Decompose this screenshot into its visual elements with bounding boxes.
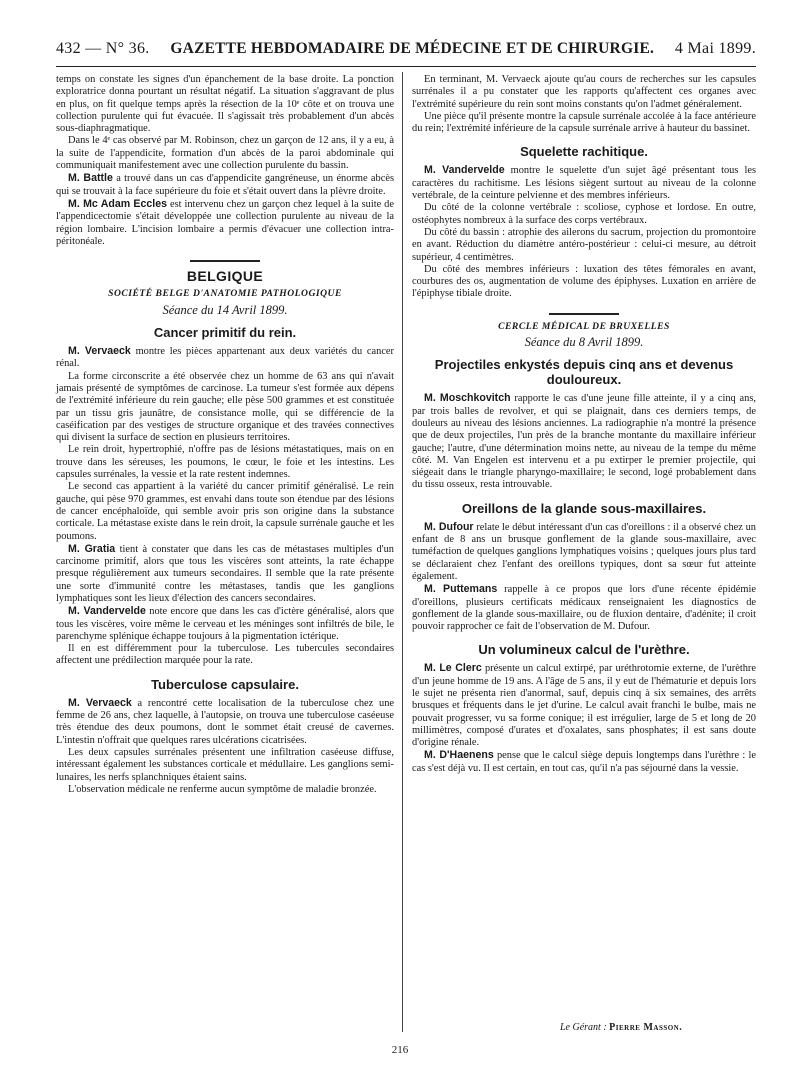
paragraph-text: montre le squelette d'un sujet âgé présentant tous les caractères du rachitisme. Les lésions siègent surtout au niveau de la colonne vertébrale, de la ceinture pelvienne et des membres inférieurs.	[412, 165, 756, 202]
session-date: Séance du 14 Avril 1899.	[162, 302, 288, 317]
paragraph: Le second cas appartient à la variété du cancer primitif généralisé. Le rein gauche, qui pèse 970 grammes, est envahi dans toute son étendue par des lésions de cancer encéphaloïde, qui semble avoir pris son origine dans la substance corticale. La métastase existe dans le rein droit, la capsule surrénale gauche et les poumons.	[56, 481, 394, 542]
session-date: Séance du 8 Avril 1899.	[524, 335, 644, 350]
speaker-name: M. Puttemans	[424, 583, 498, 596]
speaker-name: M. Battle	[68, 172, 113, 185]
paragraph: Une pièce qu'il présente montre la capsule surrénale accolée à la face antérieure du rein; l'extrémité inférieure de la capsule surrénale arrive à hauteur du bassinet.	[412, 110, 756, 135]
section-title: BELGIQUE	[186, 268, 264, 285]
speaker-name: M. Le Clerc	[424, 662, 482, 675]
paragraph-text: pense que le calcul siège depuis longtemps dans l'urèthre : le cas s'est déjà vu. Il est certain, en tout cas, qu'il n'a pas séjourné dans la vessie.	[412, 750, 757, 774]
paragraph	[412, 749, 756, 775]
paragraph: Du côté du bassin : atrophie des ailerons du sacrum, projection du promontoire en avant. Réduction du diamètre antéro-postérieur : celui-ci mesure, au détroit supérieur, 4 centimètres.	[412, 226, 756, 263]
article-heading: Un volumineux calcul de l'urèthre.	[478, 642, 690, 658]
spacer	[56, 248, 394, 260]
article-heading: Tuberculose capsulaire.	[151, 676, 299, 692]
paragraph-text: tient à constater que dans les cas de métastases multiples d'un carcinome primitif, alors que tous les viscères sont atteints, la rate échappe presque régulièrement aux tumeurs secondaires. Il semble que la rate présente une sorte d'immunité contre les métastases, tandis que les ganglions lymphatiques sont les lieux d'élection des cancers secondaires.	[56, 543, 394, 604]
article-heading: Cancer primitif du rein.	[153, 325, 297, 341]
paragraph	[56, 605, 394, 643]
paragraph: La forme circonscrite a été observée chez un homme de 63 ans qui n'avait jamais présenté de symptômes de carcinose. La tumeur s'est formée aux dépens de l'extrémité inférieure du rein gauche; elle pèse 500 grammes et est constituée par un tissu gris jaunâtre, de consistance molle, qui se différencie de la caséification par des vestiges de structure organique et des travées connectives qui divisent la surface de section en plusieurs territoires.	[56, 370, 394, 444]
page-number: 216	[391, 1044, 409, 1056]
paragraph	[412, 521, 756, 583]
paragraph: L'observation médicale ne renferme aucun symptôme de maladie bronzée.	[68, 783, 377, 795]
paragraph: En terminant, M. Vervaeck ajoute qu'au cours de recherches sur les capsules surrénales il a pu constater que les rapports qu'affectent ces organes avec l'extrémité supérieure du rein sont moins constants qu'on l'admet généralement.	[412, 74, 756, 110]
paragraph	[412, 662, 756, 749]
paragraph-text: présente un calcul extirpé, par uréthrotomie externe, de l'urèthre d'un jeune homme de 19 ans. A l'âge de 5 ans, il y eut de l'hématurie et depuis lors le sujet ne présenta rien d'anormal, sauf, depuis cinq à six semaines, des arrêts brusques et fréquents dans le jet d'urine. Le calcul avait franchi le bulbe, mais ne pouvait progresser, vu sa forme conique; il est irrégulier, large de 5 et long de 20 millimètres, composé d'urates et d'oxalates, sans phosphates; il est sans doute d'origine rénale.	[412, 663, 756, 749]
speaker-name: M. Dufour	[424, 520, 474, 533]
paragraph: Du côté des membres inférieurs : luxation des têtes fémorales en avant, courbures des os, augmentation de volume des épiphyses. Luxation en arrière de l'épiphyse tibiale droite.	[412, 263, 756, 300]
paragraph-text: rapporte le cas d'une jeune fille atteinte, il y a cinq ans, par trois balles de revolver, et qui se plaignait, dans ces derniers temps, de douleurs au niveau des lésions anciennes. La radiographie n'a montré la présence que de deux projectiles, l'un près de la branche montante du maxillaire inférieur gauche; l'autre, d'une détermination moins nette, au niveau de la tempe du même côté. M. Van Engelen est intervenu et a pu extirper le premier projectile, qui siégeait dans le triangle pharyngo-maxillaire; le second, logé probablement dans du tissu osseux, resta introuvable.	[412, 393, 756, 491]
left-column	[56, 74, 394, 796]
header-page-issue: 432 — N° 36.	[56, 40, 150, 57]
paragraph-text: montre les pièces appartenant aux deux variétés du cancer rénal.	[56, 346, 394, 370]
paragraph: Le rein droit, hypertrophié, n'offre pas de lésions métastatiques, mais on en trouve dans les séreuses, les poumons, le cœur, le foie et les intestins. Les capsules surrénales, la vessie et la rate restent indemnes.	[56, 444, 394, 481]
paragraph-text: est intervenu chez un garçon chez lequel à la suite de l'appendicectomie s'était développée une collection purulente au niveau de la région lombaire. L'incision lombaire a permis d'évacuer une collection intra-péritonéale.	[56, 198, 394, 247]
society-name: CERCLE MÉDICAL DE BRUXELLES	[498, 320, 670, 332]
paragraph-text: rappelle à ce propos que lors d'une récente épidémie d'oreillons, plusieurs certificats médicaux renseignaient les diagnostics de gonflement de la glande sous-maxillaire, ou de fluxion dentaire, d'adénite; il croit pouvoir rapprocher ce fait de l'observation de M. Dufour.	[412, 584, 756, 633]
paragraph	[412, 164, 756, 202]
section-rule	[549, 313, 619, 315]
speaker-name: M. Moschkovitch	[424, 392, 511, 405]
journal-title: GAZETTE HEBDOMADAIRE DE MÉDECINE ET DE CHIRURGIE.	[170, 40, 655, 57]
page-header	[56, 40, 756, 64]
paragraph	[56, 697, 394, 747]
article-heading: Oreillons de la glande sous-maxillaires.	[461, 500, 707, 516]
paragraph	[412, 583, 756, 633]
spacer	[412, 301, 756, 313]
gerant-label: Le Gérant :	[560, 1022, 610, 1033]
paragraph: Il en est différemment pour la tuberculose. Les tubercules secondaires affectent une prédilection marquée pour la rate.	[56, 643, 394, 667]
header-date: 4 Mai 1899.	[674, 40, 756, 57]
paragraph-text: a rencontré cette localisation de la tuberculose chez une femme de 26 ans, chez laquelle, à l'autopsie, on trouva une tuberculose caséeuse très étendue des deux poumons, dont le sommet était creusé de cavernes. L'intestin n'offrait que quelques rares ulcérations cicatrisées.	[56, 697, 394, 746]
society-name: SOCIÉTÉ BELGE D'ANATOMIE PATHOLOGIQUE	[108, 288, 342, 300]
paragraph: Dans le 4ᵉ cas observé par M. Robinson, chez un garçon de 12 ans, il y a eu, à la suite de l'appendicite, formation d'un abcès de la paroi abdominale qui communiquait manifestement avec une collection purulente du bassin.	[56, 135, 394, 172]
article-heading: Squelette rachitique.	[520, 144, 648, 160]
paragraph-text: note encore que dans les cas d'ictère généralisé, alors que tous les viscères, voire même le cerveau et les méninges sont infiltrés de bile, le parenchyme splénique échappe toujours à la pigmentation ictérique.	[56, 606, 394, 642]
paragraph	[56, 172, 394, 198]
paragraph: temps on constate les signes d'un épanchement de la base droite. La ponction exploratrice donna pourtant un résultat négatif. La situation s'aggravant de plus en plus, on fit quelque temps après la résection de la 10ᵉ côte et on trouva une collection purulente qui fut évacuée. Il s'agissait très probablement d'un abcès sous-diaphragmatique.	[56, 74, 394, 135]
section-rule	[190, 260, 260, 262]
paragraph	[56, 345, 394, 371]
paragraph: Du côté de la colonne vertébrale : scoliose, cyphose et lordose. En outre, ostéophytes nombreux à la surface des corps vertébraux.	[412, 202, 756, 226]
speaker-name: M. D'Haenens	[424, 749, 494, 762]
paragraph-text: a trouvé dans un cas d'appendicite gangréneuse, un énorme abcès qui se trouvait à la face supérieure du foie et s'était ouvert dans la plèvre droite.	[56, 173, 394, 197]
gerant-name: Pierre Masson.	[609, 1022, 683, 1033]
speaker-name: M. Vandervelde	[424, 164, 505, 177]
paragraph: Les deux capsules surrénales présentent une infiltration caséeuse diffuse, intéressant également les substances corticale et médullaire. Les ganglions semi-lunaires, les nerfs splanchniques étaient sains.	[56, 746, 394, 783]
paragraph	[56, 198, 394, 248]
publisher-signature	[560, 1022, 682, 1033]
speaker-name: M. Gratia	[68, 542, 116, 555]
paragraph	[412, 392, 756, 491]
paragraph-text: relate le début intéressant d'un cas d'oreillons : il a observé chez un enfant de 8 ans un brusque gonflement de la glande sous-maxillaire, avec tuméfaction de quelques ganglions lymphatiques voisins ; quelques jours plus tard se déclaraient chez l'enfant des oreillons typiques, dont sa sœur fut atteinte également.	[412, 521, 756, 582]
column-divider	[402, 72, 403, 1032]
right-column	[412, 74, 756, 775]
speaker-name: M. Vervaeck	[68, 696, 132, 709]
header-rule	[56, 66, 756, 67]
paragraph	[56, 543, 394, 605]
speaker-name: M. Mc Adam Eccles	[68, 197, 168, 210]
article-heading: Projectiles enkystés depuis cinq ans et devenus douloureux.	[434, 357, 734, 388]
speaker-name: M. Vandervelde	[68, 605, 146, 618]
speaker-name: M. Vervaeck	[68, 345, 131, 358]
